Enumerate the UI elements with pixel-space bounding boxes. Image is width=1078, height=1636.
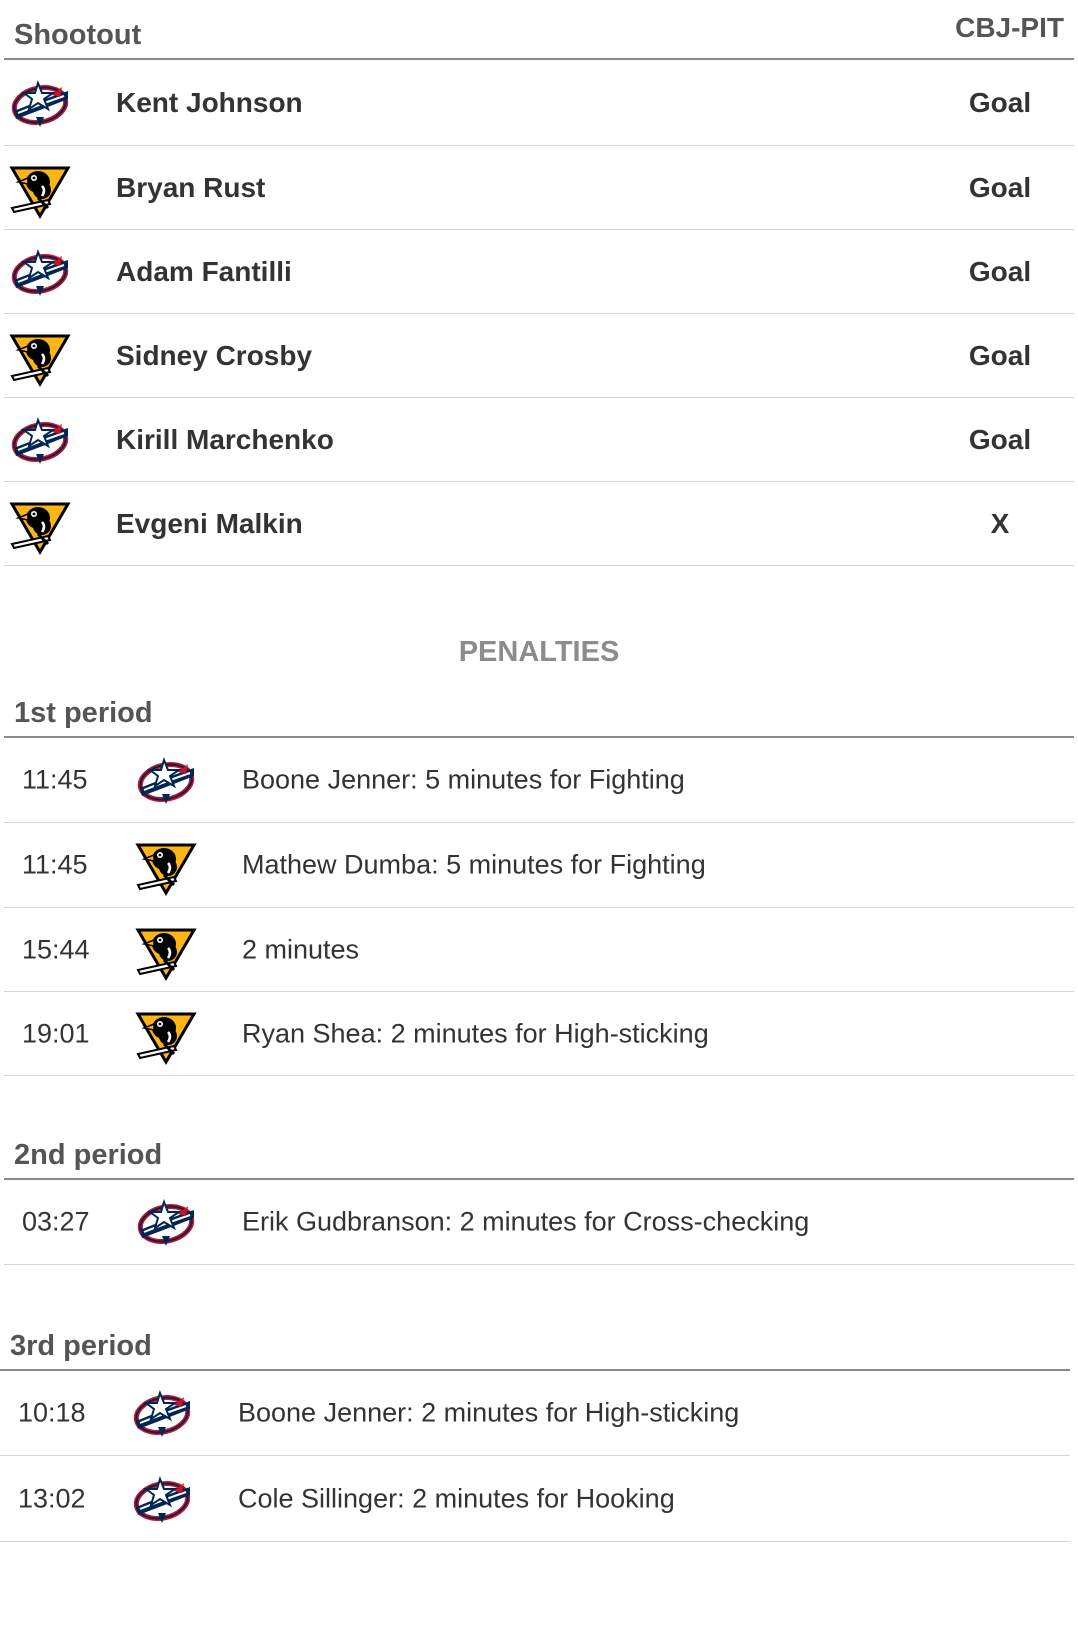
shootout-player: Sidney Crosby <box>116 339 313 371</box>
shootout-row <box>4 314 1074 398</box>
penalty-description: Mathew Dumba: 5 minutes for Fighting <box>242 849 706 880</box>
penguins-logo-icon <box>8 156 72 220</box>
penalty-description: Ryan Shea: 2 minutes for High-sticking <box>242 1018 709 1048</box>
shootout-player: Bryan Rust <box>116 171 266 203</box>
penalty-description: Erik Gudbranson: 2 minutes for Cross-checking <box>242 1206 810 1237</box>
cbj-logo-icon <box>130 1381 194 1445</box>
period-label: 2nd period <box>14 1139 163 1171</box>
shootout-result: Goal <box>968 255 1032 287</box>
shootout-result: Goal <box>968 339 1032 371</box>
period-label: 3rd period <box>10 1330 152 1362</box>
period-label: 1st period <box>14 697 153 729</box>
cbj-logo-icon <box>8 71 72 135</box>
penalty-description: 2 minutes <box>242 934 360 964</box>
penalty-row <box>4 992 1074 1076</box>
penalty-row <box>4 908 1074 992</box>
shootout-row <box>4 146 1074 230</box>
penguins-logo-icon <box>134 833 198 897</box>
penguins-logo-icon <box>134 918 198 982</box>
penalty-time: 11:45 <box>22 849 88 880</box>
penguins-logo-icon <box>8 324 72 388</box>
period-header <box>4 690 1074 738</box>
shootout-result: X <box>990 507 1010 539</box>
shootout-row <box>4 482 1074 566</box>
cbj-logo-icon <box>134 748 198 812</box>
period-header <box>4 1130 1074 1180</box>
penguins-logo-icon <box>8 492 72 556</box>
penalty-time: 13:02 <box>18 1483 86 1513</box>
penalty-row <box>0 1371 1070 1456</box>
penalty-description: Boone Jenner: 2 minutes for High-sticking <box>238 1397 740 1428</box>
penalty-row <box>4 823 1074 908</box>
penalty-description: Boone Jenner: 5 minutes for Fighting <box>242 764 685 795</box>
period-header <box>0 1320 1070 1371</box>
shootout-row <box>4 60 1074 146</box>
cbj-logo-icon <box>8 240 72 304</box>
shootout-row <box>4 230 1074 314</box>
cbj-logo-icon <box>134 1190 198 1254</box>
penalty-time: 11:45 <box>22 764 88 795</box>
cbj-logo-icon <box>8 408 72 472</box>
shootout-row <box>4 398 1074 482</box>
cbj-logo-icon <box>130 1467 194 1531</box>
shootout-result: Goal <box>968 171 1032 203</box>
shootout-result: Goal <box>968 423 1032 455</box>
penalty-time: 15:44 <box>22 934 90 964</box>
penalties-title: PENALTIES <box>458 636 620 668</box>
penguins-logo-icon <box>134 1002 198 1066</box>
shootout-player: Kirill Marchenko <box>116 423 334 455</box>
shootout-title: Shootout <box>14 19 142 51</box>
penalty-time: 19:01 <box>22 1018 90 1048</box>
shootout-result: Goal <box>968 86 1032 118</box>
penalty-time: 10:18 <box>18 1397 86 1428</box>
shootout-player: Adam Fantilli <box>116 255 292 287</box>
matchup-label: CBJ-PIT <box>955 12 1064 43</box>
shootout-player: Evgeni Malkin <box>116 507 303 539</box>
penalty-row <box>4 1180 1074 1265</box>
shootout-player: Kent Johnson <box>116 86 303 118</box>
penalty-description: Cole Sillinger: 2 minutes for Hooking <box>238 1483 675 1513</box>
penalty-row <box>0 1456 1070 1542</box>
shootout-header <box>4 0 1074 60</box>
penalty-row <box>4 738 1074 823</box>
penalty-time: 03:27 <box>22 1206 90 1237</box>
